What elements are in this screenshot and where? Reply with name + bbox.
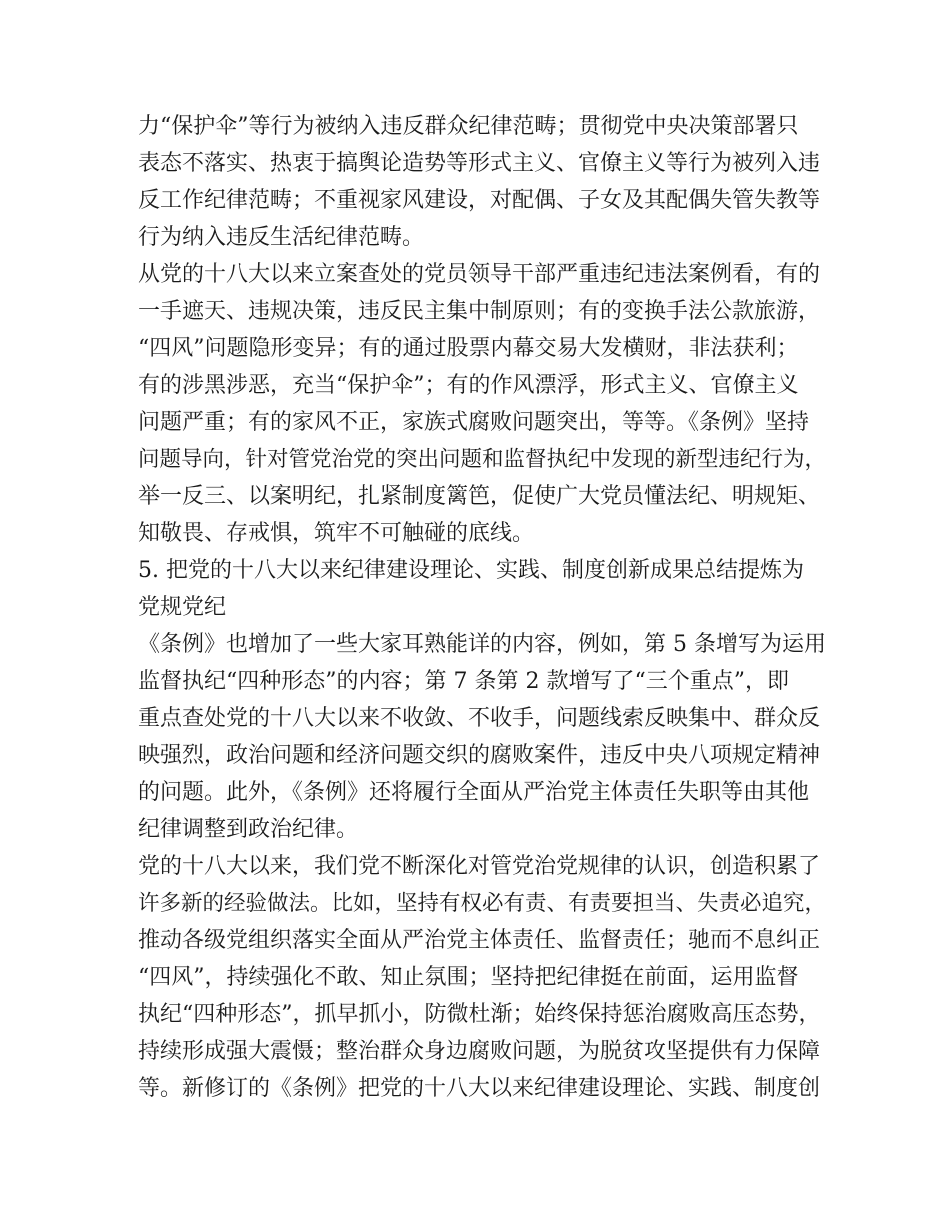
text-line: 问题导向，针对管党治党的突出问题和监督执纪中发现的新型违纪行为， xyxy=(138,447,827,472)
section-heading-line: 5. 把党的十八大以来纪律建设理论、实践、制度创新成果总结提炼为 xyxy=(138,558,804,583)
text-line: 推动各级党组织落实全面从严治党主体责任、监督责任；驰而不息纠正 xyxy=(138,928,821,953)
text-line: 等。新修订的《条例》把党的十八大以来纪律建设理论、实践、制度创 xyxy=(138,1076,821,1101)
text-line: 映强烈，政治问题和经济问题交织的腐败案件，违反中央八项规定精神 xyxy=(138,743,821,768)
text-line: 力“保护伞”等行为被纳入违反群众纪律范畴；贯彻党中央决策部署只 xyxy=(138,114,799,139)
text-line: 有的涉黑涉恶，充当“保护伞”；有的作风漂浮，形式主义、官僚主义 xyxy=(138,373,799,398)
text-line: 许多新的经验做法。比如，坚持有权必有责、有责要担当、失责必追究， xyxy=(138,891,827,916)
text-line: 重点查处党的十八大以来不收敛、不收手，问题线索反映集中、群众反 xyxy=(138,706,821,731)
text-line: 知敬畏、存戒惧，筑牢不可触碰的底线。 xyxy=(138,521,535,546)
text-line: 的问题。此外，《条例》还将履行全面从严治党主体责任失职等由其他 xyxy=(138,780,810,805)
text-line: 反工作纪律范畴；不重视家风建设，对配偶、子女及其配偶失管失教等 xyxy=(138,188,821,213)
text-line: 行为纳入违反生活纪律范畴。 xyxy=(138,225,425,250)
text-line: “四风”，持续强化不敢、知止氛围；坚持把纪律挺在前面，运用监督 xyxy=(138,965,799,990)
document-body xyxy=(138,108,828,1107)
text-line: 问题严重；有的家风不正，家族式腐败问题突出，等等。《条例》坚持 xyxy=(138,410,810,435)
text-line: 一手遮天、违规决策，违反民主集中制原则；有的变换手法公款旅游， xyxy=(138,299,821,324)
text-line: “四风”问题隐形变异；有的通过股票内幕交易大发横财，非法获利； xyxy=(138,336,799,361)
text-line: 监督执纪“四种形态”的内容；第 7 条第 2 款增写了“三个重点”，即 xyxy=(138,669,789,694)
text-line: 《条例》也增加了一些大家耳熟能详的内容，例如，第 5 条增写为运用 xyxy=(138,632,826,657)
section-heading-line: 党规党纪 xyxy=(138,595,227,620)
text-line: 党的十八大以来，我们党不断深化对管党治党规律的认识，创造积累了 xyxy=(138,854,821,879)
text-line: 纪律调整到政治纪律。 xyxy=(138,817,359,842)
text-line: 表态不落实、热衷于搞舆论造势等形式主义、官僚主义等行为被列入违 xyxy=(138,151,821,176)
text-line: 举一反三、以案明纪，扎紧制度篱笆，促使广大党员懂法纪、明规矩、 xyxy=(138,484,821,509)
text-line: 持续形成强大震慑；整治群众身边腐败问题，为脱贫攻坚提供有力保障 xyxy=(138,1039,821,1064)
text-line: 从党的十八大以来立案查处的党员领导干部严重违纪违法案例看，有的 xyxy=(138,262,821,287)
text-line: 执纪“四种形态”，抓早抓小，防微杜渐；始终保持惩治腐败高压态势， xyxy=(138,1002,821,1027)
